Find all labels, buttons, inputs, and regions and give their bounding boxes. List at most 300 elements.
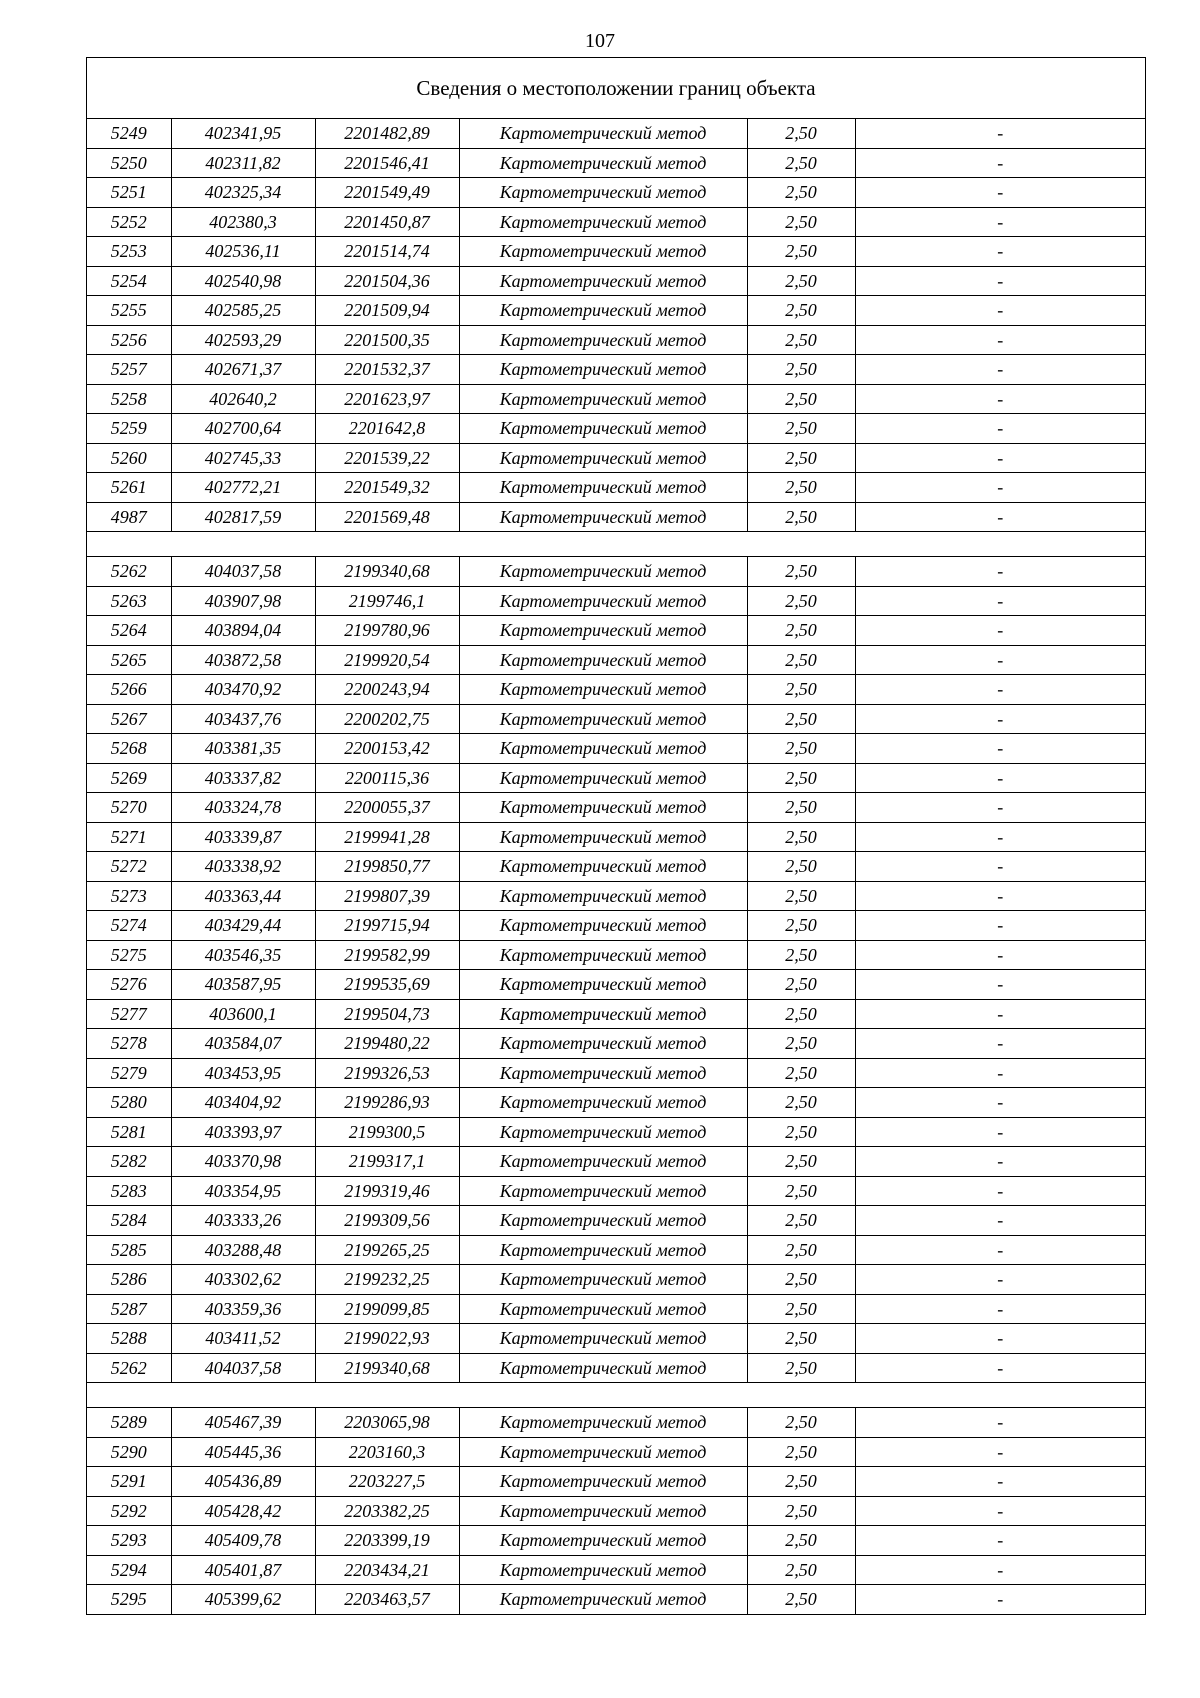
method-cell: Картометрический метод bbox=[459, 148, 747, 178]
description-cell: - bbox=[855, 1265, 1145, 1295]
accuracy-cell: 2,50 bbox=[747, 148, 855, 178]
method-cell: Картометрический метод bbox=[459, 645, 747, 675]
point-number-cell: 5249 bbox=[87, 119, 171, 148]
point-number-cell: 5256 bbox=[87, 325, 171, 355]
description-cell: - bbox=[855, 940, 1145, 970]
table-row bbox=[87, 852, 1145, 882]
description-cell: - bbox=[855, 148, 1145, 178]
x-coordinate-cell: 402585,25 bbox=[171, 296, 315, 326]
y-coordinate-cell: 2200202,75 bbox=[315, 704, 459, 734]
accuracy-cell: 2,50 bbox=[747, 266, 855, 296]
x-coordinate-cell: 403894,04 bbox=[171, 616, 315, 646]
y-coordinate-cell: 2201549,32 bbox=[315, 473, 459, 503]
x-coordinate-cell: 402325,34 bbox=[171, 178, 315, 208]
table-row bbox=[87, 1496, 1145, 1526]
point-number-cell: 5255 bbox=[87, 296, 171, 326]
y-coordinate-cell: 2200153,42 bbox=[315, 734, 459, 764]
x-coordinate-cell: 402341,95 bbox=[171, 119, 315, 148]
description-cell: - bbox=[855, 266, 1145, 296]
x-coordinate-cell: 402536,11 bbox=[171, 237, 315, 267]
method-cell: Картометрический метод bbox=[459, 1147, 747, 1177]
x-coordinate-cell: 403411,52 bbox=[171, 1324, 315, 1354]
y-coordinate-cell: 2199920,54 bbox=[315, 645, 459, 675]
x-coordinate-cell: 405401,87 bbox=[171, 1555, 315, 1585]
description-cell: - bbox=[855, 557, 1145, 587]
point-number-cell: 5253 bbox=[87, 237, 171, 267]
accuracy-cell: 2,50 bbox=[747, 1555, 855, 1585]
table-row bbox=[87, 1408, 1145, 1438]
y-coordinate-cell: 2201532,37 bbox=[315, 355, 459, 385]
point-number-cell: 5282 bbox=[87, 1147, 171, 1177]
accuracy-cell: 2,50 bbox=[747, 384, 855, 414]
description-cell: - bbox=[855, 207, 1145, 237]
accuracy-cell: 2,50 bbox=[747, 793, 855, 823]
description-cell: - bbox=[855, 355, 1145, 385]
accuracy-cell: 2,50 bbox=[747, 1029, 855, 1059]
x-coordinate-cell: 402380,3 bbox=[171, 207, 315, 237]
x-coordinate-cell: 403370,98 bbox=[171, 1147, 315, 1177]
y-coordinate-cell: 2200115,36 bbox=[315, 763, 459, 793]
x-coordinate-cell: 405428,42 bbox=[171, 1496, 315, 1526]
x-coordinate-cell: 402700,64 bbox=[171, 414, 315, 444]
boundary-table-sheet bbox=[86, 57, 1146, 1615]
table-row bbox=[87, 970, 1145, 1000]
point-number-cell: 5276 bbox=[87, 970, 171, 1000]
method-cell: Картометрический метод bbox=[459, 734, 747, 764]
table-row bbox=[87, 178, 1145, 208]
table-row bbox=[87, 1117, 1145, 1147]
y-coordinate-cell: 2201539,22 bbox=[315, 443, 459, 473]
table-row bbox=[87, 1265, 1145, 1295]
y-coordinate-cell: 2203434,21 bbox=[315, 1555, 459, 1585]
description-cell: - bbox=[855, 1029, 1145, 1059]
accuracy-cell: 2,50 bbox=[747, 237, 855, 267]
x-coordinate-cell: 402745,33 bbox=[171, 443, 315, 473]
x-coordinate-cell: 403338,92 bbox=[171, 852, 315, 882]
method-cell: Картометрический метод bbox=[459, 1206, 747, 1236]
accuracy-cell: 2,50 bbox=[747, 999, 855, 1029]
method-cell: Картометрический метод bbox=[459, 1496, 747, 1526]
accuracy-cell: 2,50 bbox=[747, 1585, 855, 1614]
method-cell: Картометрический метод bbox=[459, 1437, 747, 1467]
point-number-cell: 5262 bbox=[87, 557, 171, 587]
method-cell: Картометрический метод bbox=[459, 1555, 747, 1585]
accuracy-cell: 2,50 bbox=[747, 1235, 855, 1265]
point-number-cell: 5266 bbox=[87, 675, 171, 705]
group-separator-row bbox=[87, 532, 1145, 557]
table-row bbox=[87, 473, 1145, 503]
accuracy-cell: 2,50 bbox=[747, 1147, 855, 1177]
method-cell: Картометрический метод bbox=[459, 911, 747, 941]
method-cell: Картометрический метод bbox=[459, 1294, 747, 1324]
description-cell: - bbox=[855, 1324, 1145, 1354]
description-cell: - bbox=[855, 586, 1145, 616]
point-number-cell: 5257 bbox=[87, 355, 171, 385]
table-row bbox=[87, 704, 1145, 734]
table-row bbox=[87, 1235, 1145, 1265]
table-row bbox=[87, 1555, 1145, 1585]
method-cell: Картометрический метод bbox=[459, 1585, 747, 1614]
table-row bbox=[87, 266, 1145, 296]
x-coordinate-cell: 402311,82 bbox=[171, 148, 315, 178]
method-cell: Картометрический метод bbox=[459, 1324, 747, 1354]
method-cell: Картометрический метод bbox=[459, 1235, 747, 1265]
table-row bbox=[87, 675, 1145, 705]
x-coordinate-cell: 404037,58 bbox=[171, 1353, 315, 1383]
method-cell: Картометрический метод bbox=[459, 119, 747, 148]
point-number-cell: 5284 bbox=[87, 1206, 171, 1236]
description-cell: - bbox=[855, 443, 1145, 473]
method-cell: Картометрический метод bbox=[459, 1176, 747, 1206]
accuracy-cell: 2,50 bbox=[747, 970, 855, 1000]
x-coordinate-cell: 403404,92 bbox=[171, 1088, 315, 1118]
description-cell: - bbox=[855, 970, 1145, 1000]
description-cell: - bbox=[855, 675, 1145, 705]
y-coordinate-cell: 2199286,93 bbox=[315, 1088, 459, 1118]
y-coordinate-cell: 2199715,94 bbox=[315, 911, 459, 941]
description-cell: - bbox=[855, 616, 1145, 646]
table-title: Сведения о местоположении границ объекта bbox=[87, 58, 1145, 119]
accuracy-cell: 2,50 bbox=[747, 645, 855, 675]
point-number-cell: 5289 bbox=[87, 1408, 171, 1438]
x-coordinate-cell: 402540,98 bbox=[171, 266, 315, 296]
description-cell: - bbox=[855, 178, 1145, 208]
accuracy-cell: 2,50 bbox=[747, 822, 855, 852]
point-number-cell: 5290 bbox=[87, 1437, 171, 1467]
table-row bbox=[87, 502, 1145, 532]
method-cell: Картометрический метод bbox=[459, 296, 747, 326]
description-cell: - bbox=[855, 1176, 1145, 1206]
table-row bbox=[87, 881, 1145, 911]
description-cell: - bbox=[855, 763, 1145, 793]
table-row bbox=[87, 763, 1145, 793]
x-coordinate-cell: 402772,21 bbox=[171, 473, 315, 503]
x-coordinate-cell: 403359,36 bbox=[171, 1294, 315, 1324]
table-row bbox=[87, 384, 1145, 414]
method-cell: Картометрический метод bbox=[459, 414, 747, 444]
x-coordinate-cell: 403872,58 bbox=[171, 645, 315, 675]
method-cell: Картометрический метод bbox=[459, 881, 747, 911]
description-cell: - bbox=[855, 1058, 1145, 1088]
point-number-cell: 5258 bbox=[87, 384, 171, 414]
description-cell: - bbox=[855, 1555, 1145, 1585]
description-cell: - bbox=[855, 793, 1145, 823]
table-row bbox=[87, 616, 1145, 646]
x-coordinate-cell: 403339,87 bbox=[171, 822, 315, 852]
method-cell: Картометрический метод bbox=[459, 1117, 747, 1147]
description-cell: - bbox=[855, 1526, 1145, 1556]
method-cell: Картометрический метод bbox=[459, 675, 747, 705]
description-cell: - bbox=[855, 384, 1145, 414]
method-cell: Картометрический метод bbox=[459, 793, 747, 823]
description-cell: - bbox=[855, 1294, 1145, 1324]
x-coordinate-cell: 403381,35 bbox=[171, 734, 315, 764]
point-number-cell: 5279 bbox=[87, 1058, 171, 1088]
y-coordinate-cell: 2199309,56 bbox=[315, 1206, 459, 1236]
table-row bbox=[87, 557, 1145, 587]
description-cell: - bbox=[855, 999, 1145, 1029]
y-coordinate-cell: 2199022,93 bbox=[315, 1324, 459, 1354]
point-number-cell: 5268 bbox=[87, 734, 171, 764]
x-coordinate-cell: 402817,59 bbox=[171, 502, 315, 532]
description-cell: - bbox=[855, 1467, 1145, 1497]
point-number-cell: 5295 bbox=[87, 1585, 171, 1614]
method-cell: Картометрический метод bbox=[459, 1088, 747, 1118]
x-coordinate-cell: 403453,95 bbox=[171, 1058, 315, 1088]
accuracy-cell: 2,50 bbox=[747, 119, 855, 148]
accuracy-cell: 2,50 bbox=[747, 178, 855, 208]
point-number-cell: 5294 bbox=[87, 1555, 171, 1585]
accuracy-cell: 2,50 bbox=[747, 940, 855, 970]
y-coordinate-cell: 2203382,25 bbox=[315, 1496, 459, 1526]
y-coordinate-cell: 2199099,85 bbox=[315, 1294, 459, 1324]
x-coordinate-cell: 405467,39 bbox=[171, 1408, 315, 1438]
point-number-cell: 5261 bbox=[87, 473, 171, 503]
accuracy-cell: 2,50 bbox=[747, 1353, 855, 1383]
group-separator-row bbox=[87, 1383, 1145, 1408]
accuracy-cell: 2,50 bbox=[747, 1176, 855, 1206]
method-cell: Картометрический метод bbox=[459, 763, 747, 793]
accuracy-cell: 2,50 bbox=[747, 1526, 855, 1556]
x-coordinate-cell: 402671,37 bbox=[171, 355, 315, 385]
x-coordinate-cell: 405399,62 bbox=[171, 1585, 315, 1614]
accuracy-cell: 2,50 bbox=[747, 1324, 855, 1354]
y-coordinate-cell: 2201623,97 bbox=[315, 384, 459, 414]
point-number-cell: 5288 bbox=[87, 1324, 171, 1354]
y-coordinate-cell: 2199317,1 bbox=[315, 1147, 459, 1177]
table-row bbox=[87, 1585, 1145, 1614]
table-row bbox=[87, 1088, 1145, 1118]
method-cell: Картометрический метод bbox=[459, 852, 747, 882]
accuracy-cell: 2,50 bbox=[747, 881, 855, 911]
method-cell: Картометрический метод bbox=[459, 502, 747, 532]
x-coordinate-cell: 403337,82 bbox=[171, 763, 315, 793]
point-number-cell: 5262 bbox=[87, 1353, 171, 1383]
method-cell: Картометрический метод bbox=[459, 557, 747, 587]
accuracy-cell: 2,50 bbox=[747, 1496, 855, 1526]
table-row bbox=[87, 1294, 1145, 1324]
table-row bbox=[87, 414, 1145, 444]
accuracy-cell: 2,50 bbox=[747, 675, 855, 705]
method-cell: Картометрический метод bbox=[459, 999, 747, 1029]
description-cell: - bbox=[855, 645, 1145, 675]
accuracy-cell: 2,50 bbox=[747, 1467, 855, 1497]
accuracy-cell: 2,50 bbox=[747, 1058, 855, 1088]
accuracy-cell: 2,50 bbox=[747, 1265, 855, 1295]
x-coordinate-cell: 405409,78 bbox=[171, 1526, 315, 1556]
table-row bbox=[87, 586, 1145, 616]
y-coordinate-cell: 2199504,73 bbox=[315, 999, 459, 1029]
page-number: 107 bbox=[585, 30, 615, 52]
method-cell: Картометрический метод bbox=[459, 1265, 747, 1295]
description-cell: - bbox=[855, 822, 1145, 852]
accuracy-cell: 2,50 bbox=[747, 473, 855, 503]
y-coordinate-cell: 2201514,74 bbox=[315, 237, 459, 267]
point-number-cell: 5283 bbox=[87, 1176, 171, 1206]
accuracy-cell: 2,50 bbox=[747, 763, 855, 793]
point-number-cell: 5285 bbox=[87, 1235, 171, 1265]
x-coordinate-cell: 403546,35 bbox=[171, 940, 315, 970]
point-number-cell: 5274 bbox=[87, 911, 171, 941]
accuracy-cell: 2,50 bbox=[747, 1088, 855, 1118]
description-cell: - bbox=[855, 414, 1145, 444]
method-cell: Картометрический метод bbox=[459, 443, 747, 473]
accuracy-cell: 2,50 bbox=[747, 586, 855, 616]
x-coordinate-cell: 403324,78 bbox=[171, 793, 315, 823]
point-number-cell: 5251 bbox=[87, 178, 171, 208]
x-coordinate-cell: 405436,89 bbox=[171, 1467, 315, 1497]
y-coordinate-cell: 2201509,94 bbox=[315, 296, 459, 326]
point-number-cell: 5277 bbox=[87, 999, 171, 1029]
description-cell: - bbox=[855, 473, 1145, 503]
accuracy-cell: 2,50 bbox=[747, 704, 855, 734]
table-row bbox=[87, 237, 1145, 267]
accuracy-cell: 2,50 bbox=[747, 1437, 855, 1467]
y-coordinate-cell: 2199265,25 bbox=[315, 1235, 459, 1265]
y-coordinate-cell: 2199807,39 bbox=[315, 881, 459, 911]
description-cell: - bbox=[997, 1589, 1004, 1610]
point-number-cell: 5291 bbox=[87, 1467, 171, 1497]
method-cell: Картометрический метод bbox=[459, 1408, 747, 1438]
method-cell: Картометрический метод bbox=[459, 178, 747, 208]
method-cell: Картометрический метод bbox=[459, 940, 747, 970]
accuracy-cell: 2,50 bbox=[747, 296, 855, 326]
table-row bbox=[87, 148, 1145, 178]
y-coordinate-cell: 2203463,57 bbox=[315, 1585, 459, 1614]
description-cell: - bbox=[855, 502, 1145, 532]
coordinates-table bbox=[87, 119, 1145, 1614]
y-coordinate-cell: 2199300,5 bbox=[315, 1117, 459, 1147]
y-coordinate-cell: 2199340,68 bbox=[315, 557, 459, 587]
x-coordinate-cell: 403429,44 bbox=[171, 911, 315, 941]
table-row bbox=[87, 999, 1145, 1029]
point-number-cell: 5267 bbox=[87, 704, 171, 734]
y-coordinate-cell: 2199941,28 bbox=[315, 822, 459, 852]
y-coordinate-cell: 2199780,96 bbox=[315, 616, 459, 646]
accuracy-cell: 2,50 bbox=[747, 1117, 855, 1147]
y-coordinate-cell: 2199582,99 bbox=[315, 940, 459, 970]
y-coordinate-cell: 2203065,98 bbox=[315, 1408, 459, 1438]
y-coordinate-cell: 2201500,35 bbox=[315, 325, 459, 355]
method-cell: Картометрический метод bbox=[459, 616, 747, 646]
point-number-cell: 5259 bbox=[87, 414, 171, 444]
point-number-cell: 5281 bbox=[87, 1117, 171, 1147]
group-separator-cell bbox=[87, 532, 1145, 557]
description-cell: - bbox=[855, 1088, 1145, 1118]
description-cell: - bbox=[855, 881, 1145, 911]
method-cell: Картометрический метод bbox=[459, 266, 747, 296]
x-coordinate-cell: 403288,48 bbox=[171, 1235, 315, 1265]
table-row bbox=[87, 822, 1145, 852]
point-number-cell: 5252 bbox=[87, 207, 171, 237]
table-row bbox=[87, 119, 1145, 148]
method-cell: Картометрический метод bbox=[459, 1526, 747, 1556]
method-cell: Картометрический метод bbox=[459, 586, 747, 616]
method-cell: Картометрический метод bbox=[459, 207, 747, 237]
y-coordinate-cell: 2200055,37 bbox=[315, 793, 459, 823]
method-cell: Картометрический метод bbox=[459, 1058, 747, 1088]
accuracy-cell: 2,50 bbox=[747, 1408, 855, 1438]
table-row bbox=[87, 1467, 1145, 1497]
table-row bbox=[87, 443, 1145, 473]
point-number-cell: 5263 bbox=[87, 586, 171, 616]
y-coordinate-cell: 2199232,25 bbox=[315, 1265, 459, 1295]
table-row bbox=[87, 911, 1145, 941]
description-cell: - bbox=[855, 1117, 1145, 1147]
table-row bbox=[87, 1206, 1145, 1236]
x-coordinate-cell: 403470,92 bbox=[171, 675, 315, 705]
description-cell: - bbox=[855, 1496, 1145, 1526]
method-cell: Картометрический метод bbox=[459, 384, 747, 414]
point-number-cell: 5270 bbox=[87, 793, 171, 823]
point-number-cell: 5254 bbox=[87, 266, 171, 296]
y-coordinate-cell: 2201642,8 bbox=[315, 414, 459, 444]
description-cell: - bbox=[855, 1408, 1145, 1438]
x-coordinate-cell: 403584,07 bbox=[171, 1029, 315, 1059]
accuracy-cell: 2,50 bbox=[747, 207, 855, 237]
table-row bbox=[87, 1324, 1145, 1354]
accuracy-cell: 2,50 bbox=[747, 443, 855, 473]
method-cell: Картометрический метод bbox=[459, 1467, 747, 1497]
table-row bbox=[87, 325, 1145, 355]
y-coordinate-cell: 2199746,1 bbox=[315, 586, 459, 616]
x-coordinate-cell: 405445,36 bbox=[171, 1437, 315, 1467]
description-cell: - bbox=[855, 1147, 1145, 1177]
description-cell: - bbox=[855, 1206, 1145, 1236]
y-coordinate-cell: 2201450,87 bbox=[315, 207, 459, 237]
point-number-cell: 5278 bbox=[87, 1029, 171, 1059]
accuracy-cell: 2,50 bbox=[747, 616, 855, 646]
y-coordinate-cell: 2199850,77 bbox=[315, 852, 459, 882]
x-coordinate-cell: 403393,97 bbox=[171, 1117, 315, 1147]
point-number-cell: 5293 bbox=[87, 1526, 171, 1556]
description-cell: - bbox=[855, 1235, 1145, 1265]
accuracy-cell: 2,50 bbox=[747, 414, 855, 444]
point-number-cell: 5280 bbox=[87, 1088, 171, 1118]
point-number-cell: 5265 bbox=[87, 645, 171, 675]
point-number-cell: 5287 bbox=[87, 1294, 171, 1324]
table-row bbox=[87, 1526, 1145, 1556]
method-cell: Картометрический метод bbox=[459, 970, 747, 1000]
table-row bbox=[87, 1176, 1145, 1206]
point-number-cell: 5250 bbox=[87, 148, 171, 178]
method-cell: Картометрический метод bbox=[459, 822, 747, 852]
point-number-cell: 5273 bbox=[87, 881, 171, 911]
y-coordinate-cell: 2200243,94 bbox=[315, 675, 459, 705]
y-coordinate-cell: 2199340,68 bbox=[315, 1353, 459, 1383]
x-coordinate-cell: 403437,76 bbox=[171, 704, 315, 734]
accuracy-cell: 2,50 bbox=[747, 502, 855, 532]
table-row bbox=[87, 207, 1145, 237]
table-row bbox=[87, 1058, 1145, 1088]
table-row bbox=[87, 1029, 1145, 1059]
description-cell: - bbox=[855, 325, 1145, 355]
accuracy-cell: 2,50 bbox=[747, 734, 855, 764]
accuracy-cell: 2,50 bbox=[747, 1294, 855, 1324]
point-number-cell: 4987 bbox=[87, 502, 171, 532]
accuracy-cell: 2,50 bbox=[747, 911, 855, 941]
table-row bbox=[87, 734, 1145, 764]
x-coordinate-cell: 403587,95 bbox=[171, 970, 315, 1000]
accuracy-cell: 2,50 bbox=[747, 557, 855, 587]
accuracy-cell: 2,50 bbox=[747, 355, 855, 385]
y-coordinate-cell: 2201504,36 bbox=[315, 266, 459, 296]
point-number-cell: 5272 bbox=[87, 852, 171, 882]
x-coordinate-cell: 403302,62 bbox=[171, 1265, 315, 1295]
method-cell: Картометрический метод bbox=[459, 237, 747, 267]
description-cell: - bbox=[855, 852, 1145, 882]
point-number-cell: 5275 bbox=[87, 940, 171, 970]
